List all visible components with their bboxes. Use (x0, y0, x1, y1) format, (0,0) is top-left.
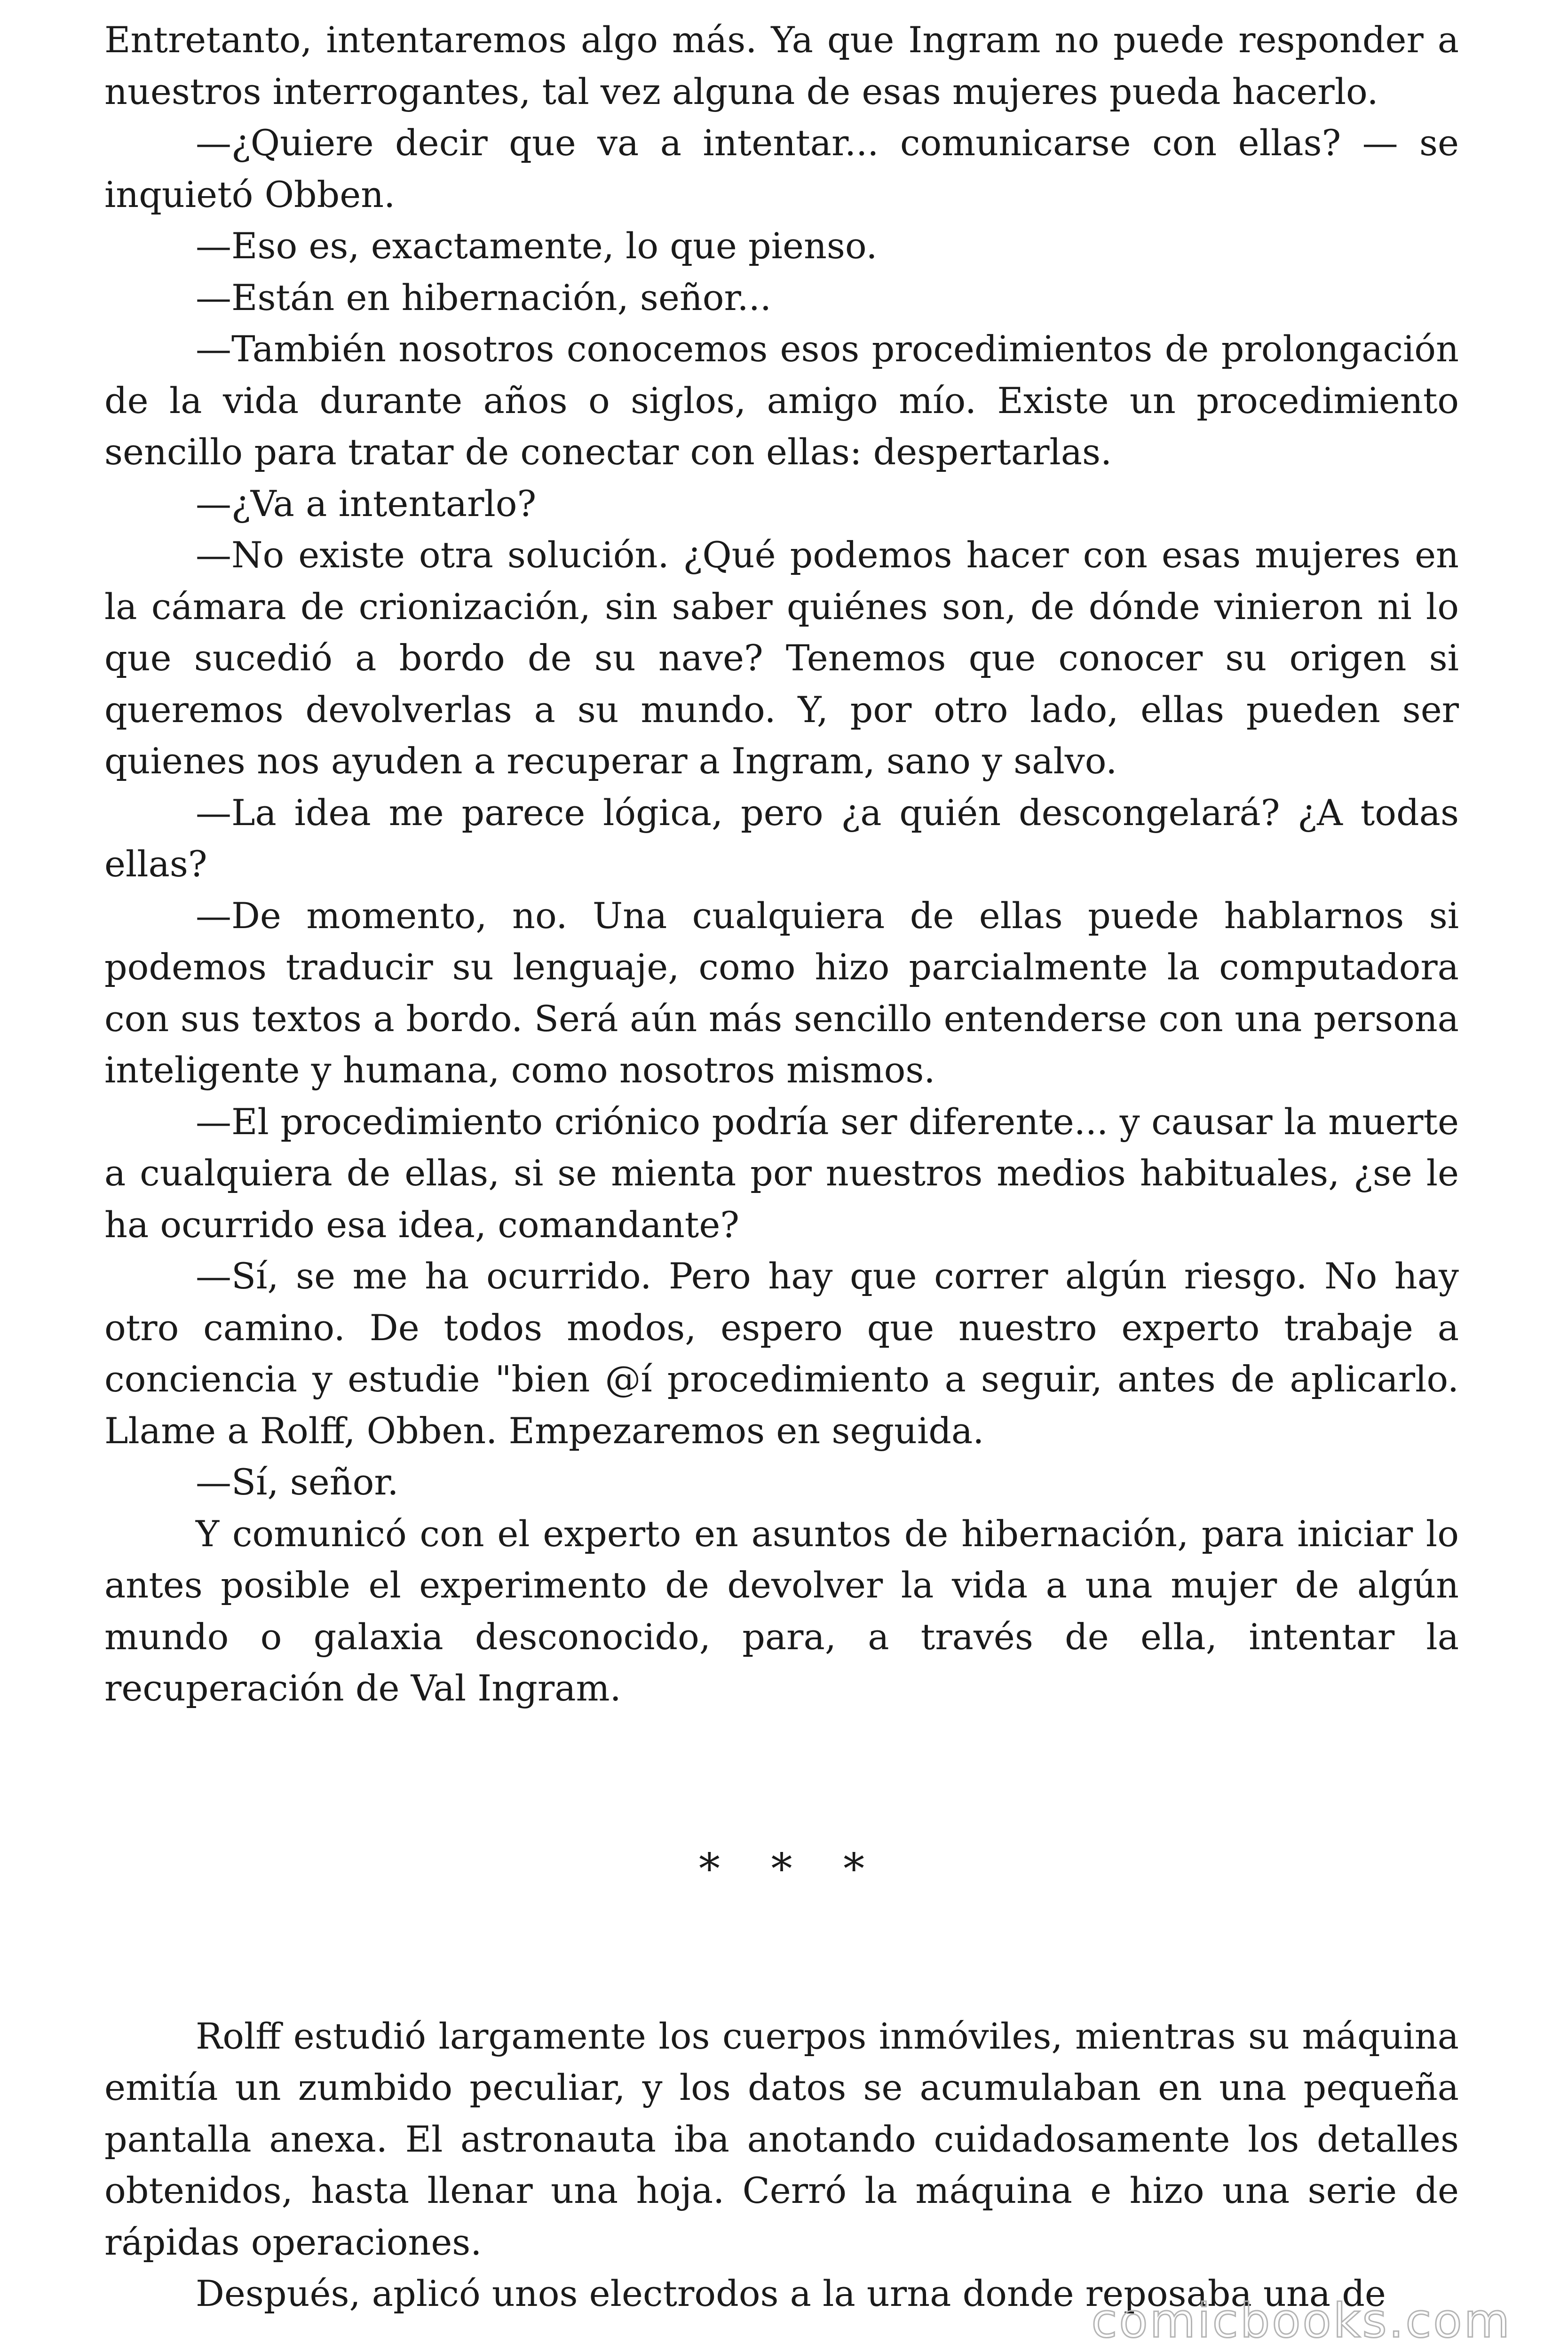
section-2 (104, 2010, 1459, 2320)
watermark: comicbooks.com (1091, 2293, 1512, 2348)
paragraph: —Eso es, exactamente, lo que pienso. (196, 225, 878, 267)
paragraph: —También nosotros conocemos esos procedimientos de prolongación de la vida durante años o siglos, amigo mío. Existe un procedimiento sencillo para tratar de conectar con ellas: despertarlas. (104, 328, 1459, 473)
paragraph: —No existe otra solución. ¿Qué podemos hacer con esas mujeres en la cámara de crionización, sin saber quiénes son, de dónde vinieron ni lo que sucedió a bordo de su nave? Tenemos que conocer su origen si queremos devolverlas a su mundo. Y, por otro lado, ellas pueden ser quienes nos ayuden a recuperar a Ingram, sano y salvo. (104, 534, 1459, 782)
paragraph: —¿Va a intentarlo? (196, 482, 537, 524)
paragraph: —Sí, señor. (196, 1461, 399, 1503)
paragraph: —De momento, no. Una cualquiera de ellas puede hablarnos si podemos traducir su lenguaje, como hizo parcialmente la computadora con sus textos a bordo. Será aún más sencillo entenderse con una persona inteligente y humana, como nosotros mismos. (104, 894, 1459, 1091)
paragraph: Entretanto, intentaremos algo más. Ya que Ingram no puede responder a nuestros interrogantes, tal vez alguna de esas mujeres pueda hacerlo. (104, 19, 1459, 112)
section-separator: * * * (698, 1844, 884, 1894)
paragraph: —¿Quiere decir que va a intentar... comunicarse con ellas? — se inquietó Obben. (104, 122, 1459, 215)
paragraph: —El procedimiento criónico podría ser diferente... y causar la muerte a cualquiera de ellas, si se mienta por nuestros medios habituales, ¿se le ha ocurrido esa idea, comandante? (104, 1100, 1459, 1246)
section-1 (104, 14, 1459, 1714)
paragraph: —La idea me parece lógica, pero ¿a quién descongelará? ¿A todas ellas? (104, 791, 1459, 885)
page-content (104, 14, 1459, 2320)
paragraph: —Están en hibernación, señor... (196, 276, 772, 318)
paragraph: —Sí, se me ha ocurrido. Pero hay que correr algún riesgo. No hay otro camino. De todos modos, espero que nuestro experto trabaje a conciencia y estudie "bien @í procedimiento a seguir, antes de aplicarlo. Llame a Rolff, Obben. Empezaremos en seguida. (104, 1255, 1459, 1452)
paragraph: Después, aplicó unos electrodos a la urna donde reposaba una de (196, 2273, 1386, 2314)
paragraph: Rolff estudió largamente los cuerpos inmóviles, mientras su máquina emitía un zumbido peculiar, y los datos se acumulaban en una pequeña pantalla anexa. El astronauta iba anotando cuidadosamente los detalles obtenidos, hasta llenar una hoja. Cerró la máquina e hizo una serie de rápidas operaciones. (104, 2015, 1459, 2263)
paragraph: Y comunicó con el experto en asuntos de hibernación, para iniciar lo antes posible el experimento de devolver la vida a una mujer de algún mundo o galaxia desconocido, para, a través de ella, intentar la recuperación de Val Ingram. (104, 1512, 1459, 1709)
